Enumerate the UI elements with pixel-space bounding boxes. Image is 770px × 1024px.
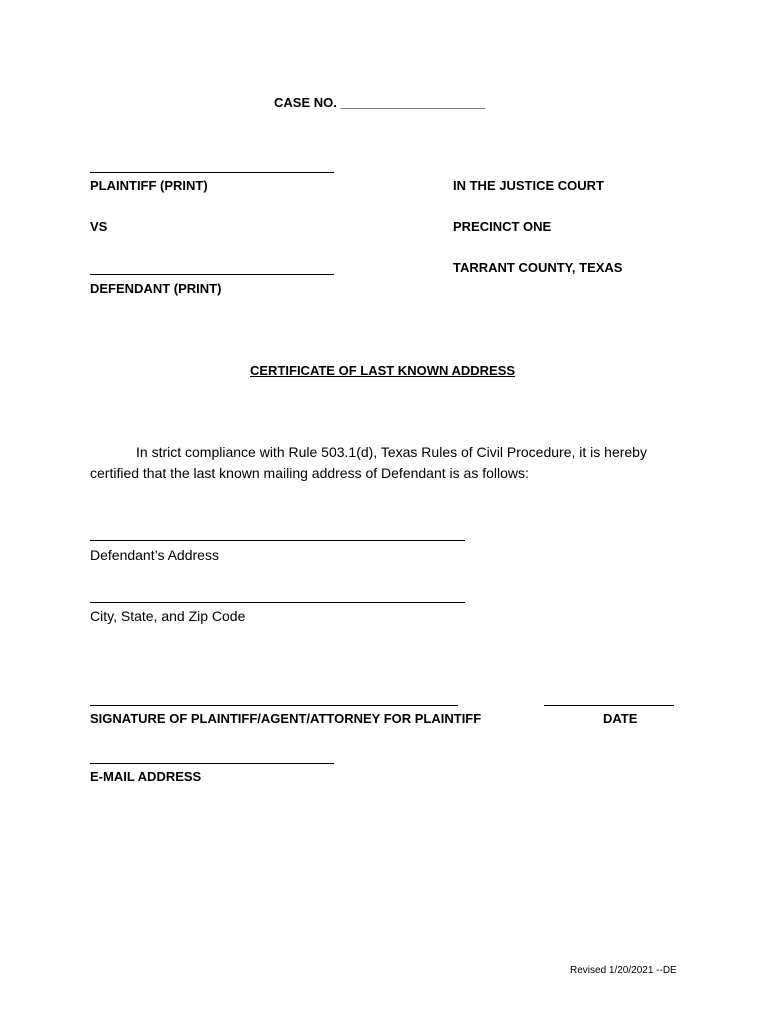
body-text-line-2: certified that the last known mailing address of Defendant is as follows: — [90, 465, 529, 481]
defendant-label: DEFENDANT (PRINT) — [90, 281, 222, 296]
signature-line[interactable] — [90, 705, 458, 706]
city-state-zip-label: City, State, and Zip Code — [90, 608, 246, 624]
case-number-blank: ____________________ — [340, 95, 486, 110]
body-text-line-1: In strict compliance with Rule 503.1(d), Texas Rules of Civil Procedure, it is hereby — [136, 444, 647, 460]
defendant-address-line[interactable] — [90, 540, 465, 541]
revision-note: Revised 1/20/2021 --DE — [570, 965, 677, 976]
court-precinct: PRECINCT ONE — [453, 219, 552, 234]
city-state-zip-line[interactable] — [90, 602, 465, 603]
defendant-address-label: Defendant’s Address — [90, 547, 219, 563]
plaintiff-label: PLAINTIFF (PRINT) — [90, 178, 208, 193]
court-county: TARRANT COUNTY, TEXAS — [453, 260, 623, 275]
email-line[interactable] — [90, 763, 334, 764]
date-label: DATE — [603, 711, 638, 726]
defendant-name-line[interactable] — [90, 274, 334, 275]
email-label: E-MAIL ADDRESS — [90, 769, 202, 784]
plaintiff-signature-line[interactable] — [90, 172, 334, 173]
versus-label: VS — [90, 219, 108, 234]
case-number-row — [274, 95, 485, 110]
case-number-label: CASE NO. — [274, 95, 337, 110]
signature-label: SIGNATURE OF PLAINTIFF/AGENT/ATTORNEY FOR PLAINTIFF — [90, 711, 482, 726]
document-title: CERTIFICATE OF LAST KNOWN ADDRESS — [250, 363, 516, 378]
court-name: IN THE JUSTICE COURT — [453, 178, 604, 193]
date-line[interactable] — [544, 705, 674, 706]
